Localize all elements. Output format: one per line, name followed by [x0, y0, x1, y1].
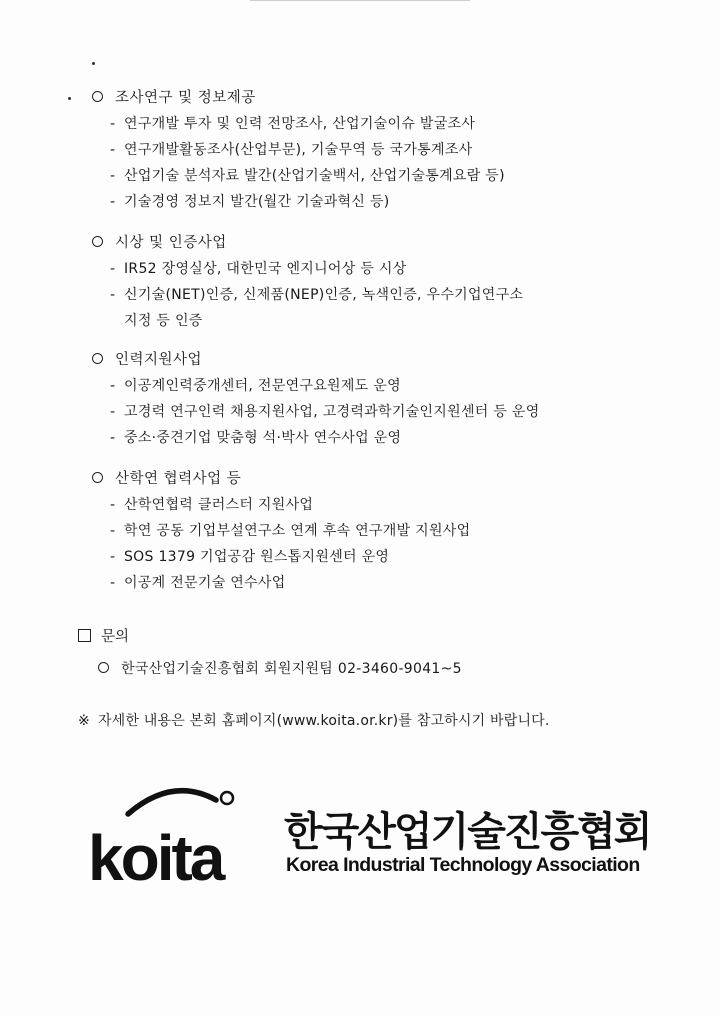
- list-item: - 기술경영 정보지 발간(월간 기술과혁신 등): [110, 194, 390, 210]
- list-item-text: IR52 장영실상, 대한민국 엔지니어상 등 시상: [124, 261, 407, 277]
- list-item-text: 학연 공동 기업부설연구소 연계 후속 연구개발 지원사업: [124, 523, 471, 539]
- contact-heading-text: 문의: [101, 629, 130, 645]
- circle-bullet-icon: [92, 472, 103, 483]
- koita-logo: [88, 780, 651, 900]
- list-item: - 산학연협력 클러스터 지원사업: [110, 497, 314, 513]
- list-item: - 산업기술 분석자료 발간(산업기술백서, 산업기술통계요람 등): [110, 168, 505, 184]
- circle-bullet-icon: [92, 91, 103, 102]
- list-item-text: 산학연협력 클러스터 지원사업: [124, 497, 314, 513]
- footnote: [78, 708, 550, 734]
- section-heading: [92, 466, 470, 492]
- list-item-text: 이공계인력중개센터, 전문연구요원제도 운영: [124, 378, 401, 394]
- list-item: - 이공계 전문기술 연수사업: [110, 575, 286, 591]
- section-title: 조사연구 및 정보제공: [115, 90, 256, 106]
- list-item-text: 이공계 전문기술 연수사업: [124, 575, 286, 591]
- org-name-ko: 한국산업기술진흥협회: [284, 809, 651, 855]
- list-item: - 신기술(NET)인증, 신제품(NEP)인증, 녹색인증, 우수기업연구소: [110, 287, 524, 303]
- section-research: [92, 85, 505, 215]
- list-item: - IR52 장영실상, 대한민국 엔지니어상 등 시상: [110, 261, 407, 277]
- list-item-text: 산업기술 분석자료 발간(산업기술백서, 산업기술통계요람 등): [124, 168, 505, 184]
- square-bullet-icon: [78, 629, 91, 642]
- list-item-text: 기술경영 정보지 발간(월간 기술과혁신 등): [124, 194, 390, 210]
- list-item-text: 신기술(NET)인증, 신제품(NEP)인증, 녹색인증, 우수기업연구소: [124, 287, 524, 303]
- circle-bullet-icon: [92, 353, 103, 364]
- contact-heading: [78, 624, 129, 650]
- contact-line-text: 한국산업기술진흥협회 회원지원팀 02-3460-9041~5: [121, 661, 462, 677]
- koita-logo-text: koita: [88, 822, 223, 894]
- circle-bullet-icon: [92, 236, 103, 247]
- list-item: - 연구개발 투자 및 인력 전망조사, 산업기술이슈 발굴조사: [110, 116, 476, 132]
- section-title: 산학연 협력사업 등: [115, 471, 242, 487]
- list-item-text: 연구개발활동조사(산업부문), 기술무역 등 국가통계조사: [124, 142, 473, 158]
- list-item: - 중소·중견기업 맞춤형 석·박사 연수사업 운영: [110, 430, 402, 446]
- top-rule: [250, 0, 470, 1]
- circle-bullet-icon: [98, 662, 109, 673]
- list-item: - 연구개발활동조사(산업부문), 기술무역 등 국가통계조사: [110, 142, 473, 158]
- scan-speck: [92, 62, 95, 65]
- section-title: 시상 및 인증사업: [115, 235, 227, 251]
- section-hr-support: [92, 347, 540, 451]
- list-item-text: 고경력 연구인력 채용지원사업, 고경력과학기술인지원센터 등 운영: [124, 404, 540, 420]
- list-item-continuation: 지정 등 인증: [124, 313, 203, 329]
- footnote-text: 자세한 내용은 본회 홈페이지(www.koita.or.kr)를 참고하시기 바랍니다.: [97, 713, 550, 729]
- list-item: - SOS 1379 기업공감 원스톱지원센터 운영: [110, 549, 390, 565]
- list-item-text: 중소·중견기업 맞춤형 석·박사 연수사업 운영: [124, 430, 402, 446]
- list-item: - 학연 공동 기업부설연구소 연계 후속 연구개발 지원사업: [110, 523, 471, 539]
- reference-mark: ※: [78, 713, 90, 729]
- section-collaboration: [92, 466, 470, 596]
- list-item-text: 연구개발 투자 및 인력 전망조사, 산업기술이슈 발굴조사: [124, 116, 476, 132]
- list-item-text: SOS 1379 기업공감 원스톱지원센터 운영: [124, 549, 390, 565]
- org-name-en: Korea Industrial Technology Association: [286, 854, 640, 876]
- scan-speck: [68, 97, 71, 100]
- list-item: - 이공계인력중개센터, 전문연구요원제도 운영: [110, 378, 401, 394]
- section-heading: [92, 85, 505, 111]
- contact-line: [98, 656, 462, 682]
- list-item: - 고경력 연구인력 채용지원사업, 고경력과학기술인지원센터 등 운영: [110, 404, 540, 420]
- section-title: 인력지원사업: [115, 352, 203, 368]
- section-heading: [92, 230, 523, 256]
- section-awards: [92, 230, 523, 334]
- koita-logo-mark: [88, 780, 268, 900]
- section-heading: [92, 347, 540, 373]
